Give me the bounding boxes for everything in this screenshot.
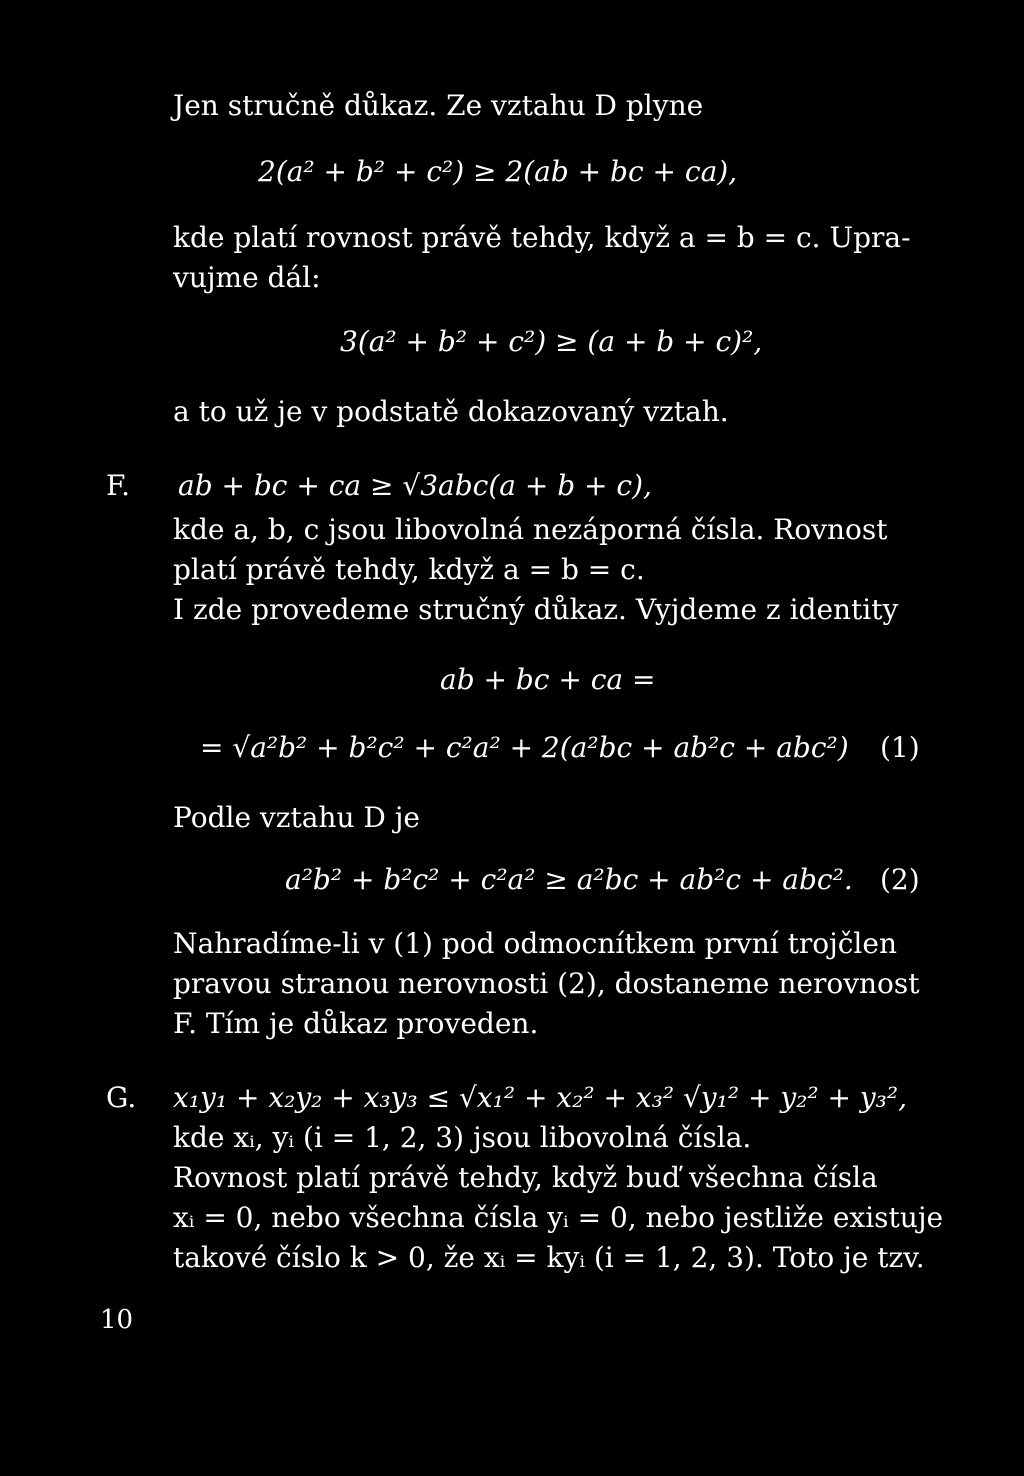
text-line: platí právě tehdy, když a = b = c.: [173, 553, 645, 586]
text-line: Podle vztahu D je: [173, 801, 420, 834]
equation: 2(a² + b² + c²) ≥ 2(ab + bc + ca),: [258, 155, 738, 188]
text-line: Rovnost platí právě tehdy, když buď všechna čísla: [173, 1161, 878, 1194]
text-line: xᵢ = 0, nebo všechna čísla yᵢ = 0, nebo jestliže existuje: [173, 1201, 944, 1234]
text-line: vujme dál:: [173, 261, 321, 294]
equation: ab + bc + ca =: [440, 663, 656, 696]
text-line: kde a, b, c jsou libovolná nezáporná čísla. Rovnost: [173, 513, 888, 546]
text-line: Jen stručně důkaz. Ze vztahu D plyne: [173, 89, 704, 122]
equation: a²b² + b²c² + c²a² ≥ a²bc + ab²c + abc².: [285, 863, 853, 896]
equation: 3(a² + b² + c²) ≥ (a + b + c)²,: [340, 325, 763, 358]
page-number: 10: [100, 1305, 134, 1335]
text-line: Nahradíme-li v (1) pod odmocnítkem první trojčlen: [173, 927, 897, 960]
text-line: takové číslo k > 0, že xᵢ = kyᵢ (i = 1, 2, 3). Toto je tzv.: [173, 1241, 925, 1274]
item-label: F.: [106, 469, 130, 502]
text-line: kde xᵢ, yᵢ (i = 1, 2, 3) jsou libovolná čísla.: [173, 1121, 752, 1154]
text-line: a to už je v podstatě dokazovaný vztah.: [173, 395, 729, 428]
text-line: kde platí rovnost právě tehdy, když a = b = c. Upra-: [173, 221, 911, 254]
equation: ab + bc + ca ≥ √3abc(a + b + c),: [178, 469, 652, 502]
text-line: I zde provedeme stručný důkaz. Vyjdeme z identity: [173, 593, 899, 626]
equation-number: (2): [880, 863, 920, 896]
text-line: F. Tím je důkaz proveden.: [173, 1007, 539, 1040]
equation: x₁y₁ + x₂y₂ + x₃y₃ ≤ √x₁² + x₂² + x₃² √y₁² + y₂² + y₃²,: [173, 1081, 908, 1114]
text-line: pravou stranou nerovnosti (2), dostaneme nerovnost: [173, 967, 920, 1000]
equation-number: (1): [880, 731, 920, 764]
equation: = √a²b² + b²c² + c²a² + 2(a²bc + ab²c + abc²): [200, 731, 849, 764]
item-label: G.: [106, 1081, 137, 1114]
